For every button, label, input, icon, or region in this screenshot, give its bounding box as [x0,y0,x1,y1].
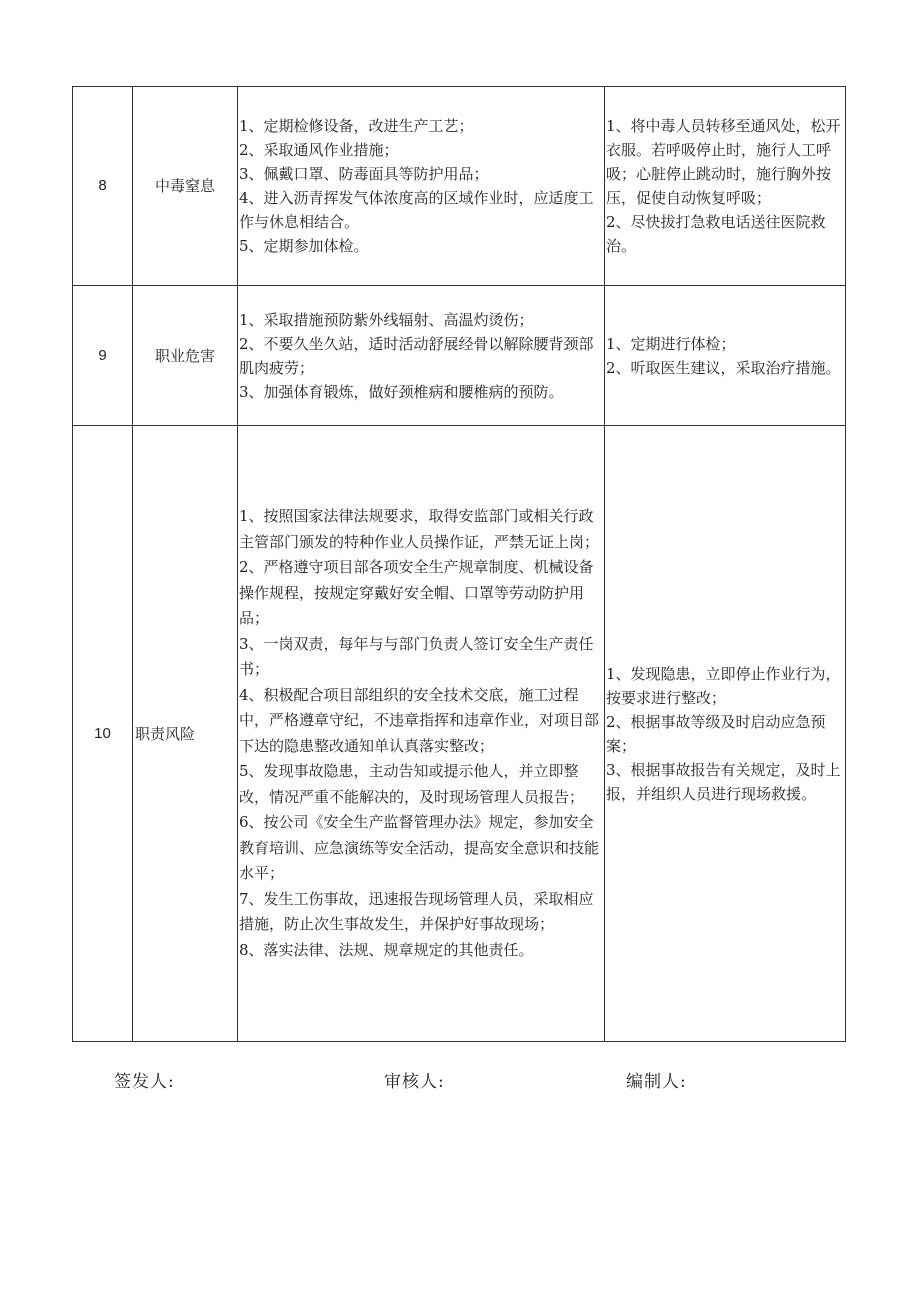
measure-item: 1、采取措施预防紫外线辐射、高温灼烫伤； [239,310,534,329]
emergency-item: 1、将中毒人员转移至通风处，松开衣服。若呼吸停止时，施行人工呼吸；心脏停止跳动时，施行胸外按压，促使自动恢复呼吸； [606,117,841,207]
measure-item: 3、加强体育锻炼，做好颈椎病和腰椎病的预防。 [239,382,564,401]
row-number: 8 [73,87,133,286]
emergency-measures [605,286,846,426]
measure-item: 2、严格遵守项目部各项安全生产规章制度、机械设备操作规程，按规定穿戴好安全帽、口罩等劳动防护用品； [239,558,594,627]
measure-item: 4、进入沥青挥发气体浓度高的区域作业时，应适度工作与休息相结合。 [239,189,594,231]
table-row [73,426,846,1042]
measure-item: 2、采取通风作业措施； [239,141,399,159]
compiler-label: 编制人: [626,1072,687,1092]
measure-item: 6、按公司《安全生产监督管理办法》规定，参加安全教育培训、应急演练等安全活动，提高安全意识和技能水平； [239,813,600,882]
risk-table [72,86,846,1042]
emergency-item: 1、发现隐患，立即停止作业行为，按要求进行整改； [606,664,841,707]
risk-name: 职责风险 [133,426,238,1042]
reviewer-label: 审核人: [384,1072,445,1092]
row-number: 10 [73,426,133,1042]
emergency-item: 2、尽快拔打急救电话送往医院救治。 [606,213,826,255]
measure-item: 4、积极配合项目部组织的安全技术交底，施工过程中，严格遵章守纪，不违章指挥和违章作业，对项目部下达的隐患整改通知单认真落实整改； [239,685,600,755]
issuer-label: 签发人: [114,1072,175,1092]
risk-name: 职业危害 [133,286,238,426]
emergency-item: 2、听取医生建议，采取治疗措施。 [606,358,841,377]
measure-item: 5、发现事故隐患，主动告知或提示他人，并立即整改，情况严重不能解决的，及时现场管理人员报告； [239,762,585,806]
measure-item: 8、落实法律、法规、规章规定的其他责任。 [239,940,534,959]
emergency-item: 3、根据事故报告有关规定，及时上报，并组织人员进行现场救援。 [606,760,841,803]
measure-item: 7、发生工伤事故，迅速报告现场管理人员，采取相应措施，防止次生事故发生，并保护好事故现场； [239,889,594,933]
measure-item: 2、不要久坐久站，适时活动舒展经骨以解除腰背颈部肌肉疲劳； [239,334,594,377]
measure-item: 5、定期参加体检。 [239,237,369,255]
prevention-measures [238,286,605,426]
emergency-item: 2、根据事故等级及时启动应急预案； [606,712,826,755]
emergency-measures [605,87,846,286]
table-row [73,286,846,426]
measure-item: 1、按照国家法律法规要求，取得安监部门或相关行政主管部门颁发的特种作业人员操作证，严禁无证上岗； [239,507,600,551]
emergency-item: 1、定期进行体检； [606,334,736,353]
prevention-measures [238,426,605,1042]
prevention-measures [238,87,605,286]
measure-item: 3、佩戴口罩、防毒面具等防护用品； [239,165,489,183]
row-number: 9 [73,286,133,426]
emergency-measures [605,426,846,1042]
table-row [73,87,846,286]
measure-item: 1、定期检修设备，改进生产工艺； [239,117,474,135]
measure-item: 3、一岗双责，每年与与部门负责人签订安全生产责任书； [239,634,594,678]
risk-name: 中毒窒息 [133,87,238,286]
